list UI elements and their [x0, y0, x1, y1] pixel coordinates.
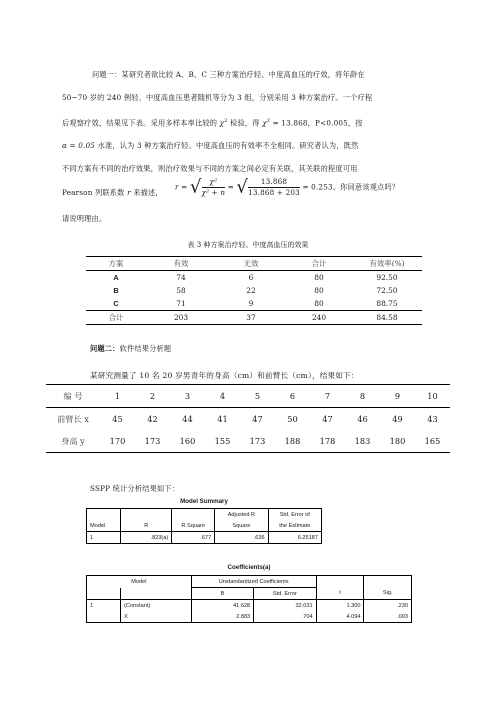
- x-cell: 50: [287, 414, 298, 424]
- fraction-2-num: 13.868: [248, 177, 300, 188]
- ms-h-model: Model: [87, 520, 121, 532]
- q1-line4-text: 水准，认为 3 种方案治疗轻、中度高血压的有效率不全相同。研究者认为，既然: [97, 141, 359, 150]
- fraction-1: [202, 177, 226, 198]
- x-cell: 43: [427, 414, 438, 424]
- ms-model: 1: [87, 532, 121, 544]
- coef-h-model: Model: [87, 576, 192, 588]
- coef-h-t: t: [316, 588, 364, 600]
- coef-b: 41.628: [191, 600, 253, 612]
- q1-line3: [62, 111, 363, 133]
- q1-line3-mid: 检验，得: [230, 118, 260, 128]
- cell: 74: [176, 273, 186, 282]
- coef-row-x: [87, 611, 412, 623]
- table-row: [86, 297, 422, 311]
- id-cell: 3: [184, 391, 191, 401]
- alpha-value: α = 0.05: [62, 141, 96, 150]
- ms-h-se1: Std. Error of: [268, 509, 321, 521]
- formula-r: r =: [175, 182, 188, 192]
- q1-line6-mid: 来描述，: [133, 188, 163, 197]
- q2-heading-rest: 软件结果分析题: [119, 344, 172, 353]
- formula-result: = 0.253: [302, 182, 333, 192]
- table-row-x: [46, 408, 450, 431]
- chi-symbol-2: χ: [262, 118, 267, 128]
- pearson-text: Pearson 列联系数: [62, 188, 125, 197]
- y-cell: 160: [179, 436, 196, 446]
- cell: 92.50: [376, 273, 398, 282]
- chi-symbol: χ: [219, 118, 225, 128]
- formula: [175, 177, 399, 198]
- x-cell: 45: [112, 414, 123, 424]
- cell: 9: [248, 299, 254, 308]
- coef-model: 1: [87, 600, 121, 612]
- cell: 88.75: [376, 299, 398, 308]
- cell: 84.58: [376, 313, 398, 322]
- coef-h-sig: Sig.: [364, 588, 412, 600]
- height-table: [46, 384, 450, 453]
- th-plan: 方案: [108, 259, 124, 268]
- coef-row-constant: [87, 600, 412, 612]
- table-row: [86, 284, 422, 297]
- x-cell: 47: [322, 414, 333, 424]
- cell: 合计: [108, 313, 124, 322]
- coef-header-2: [87, 588, 412, 600]
- fraction-1-den: χ² + n: [201, 188, 226, 197]
- ms-h-r: R: [121, 520, 172, 532]
- formula-eq: =: [227, 182, 234, 192]
- model-summary-title: Model Summary: [180, 498, 228, 505]
- efficacy-table: [86, 256, 422, 325]
- fraction-2: [248, 177, 300, 198]
- row-label-x: [46, 408, 100, 431]
- q1-line6: [62, 186, 163, 200]
- coef-name: X: [121, 611, 192, 623]
- coef-t: 4.094: [316, 611, 364, 623]
- coef-h-unstd: Unstandardized Coefficients: [191, 576, 316, 588]
- coef-header-1: [87, 576, 412, 588]
- x-cell: 41: [217, 414, 228, 424]
- y-cell: 173: [249, 436, 266, 446]
- coef-h-se: Std. Error: [254, 588, 316, 600]
- x-cell: 44: [182, 414, 193, 424]
- coef-se: .704: [254, 611, 316, 623]
- table-row-y: [46, 430, 450, 453]
- y-cell: 183: [354, 436, 371, 446]
- coef-sig: .230: [364, 600, 412, 612]
- fraction-1-num: χ²: [202, 177, 226, 188]
- coef-se: 32.031: [254, 600, 316, 612]
- ms-adj: .636: [215, 532, 268, 544]
- cell: 71: [176, 299, 186, 308]
- coef-h-b: B: [191, 588, 253, 600]
- cell: 240: [311, 313, 327, 322]
- cell: 80: [314, 286, 324, 295]
- id-cell: 4: [219, 391, 226, 401]
- cell: 22: [246, 286, 256, 295]
- cell: 37: [246, 313, 256, 322]
- x-cell: 42: [147, 414, 158, 424]
- q1-line1: 问题一：某研究者欲比较 A、B、C 三种方案治疗轻、中度高血压的疗效，将年龄在: [92, 70, 365, 79]
- y-cell: 170: [109, 436, 126, 446]
- th-total: 合计: [311, 259, 327, 268]
- x-cell: 47: [252, 414, 263, 424]
- table-row: [86, 271, 422, 285]
- ms-header-2: [87, 520, 322, 532]
- id-cell: 9: [394, 391, 401, 401]
- th-ineffective: 无效: [243, 259, 259, 268]
- ms-h-rsq: R Square: [172, 520, 215, 532]
- q1-line6-post: 。你同意该观点吗？: [332, 182, 400, 192]
- cell: B: [113, 286, 119, 295]
- coefficients-title: Coefficients(a): [227, 564, 271, 571]
- x-cell: 49: [392, 414, 403, 424]
- row-label-id: 编 号: [63, 390, 83, 401]
- x-cell: 46: [357, 414, 368, 424]
- id-cell: 1: [114, 391, 121, 401]
- q1-line2: 50~70 岁的 240 例轻、中度高血压患者随机等分为 3 组，分别采用 3 种方案治疗。一个疗程: [62, 93, 373, 102]
- y-cell: 178: [319, 436, 336, 446]
- model-summary-table: [86, 508, 322, 544]
- ms-se: 6.25187: [268, 532, 321, 544]
- ms-h-se2: the Estimate: [268, 520, 321, 532]
- row-label-x-text: 前臂长 x: [57, 413, 89, 424]
- q1-line5: 不同方案有不同的治疗效果，则治疗效果与不同的方案之间必定有关联，其关联的程度可用: [62, 164, 358, 173]
- coef-t: 1.300: [316, 600, 364, 612]
- id-cell: 5: [254, 391, 261, 401]
- q2-intro: 某研究测量了 10 名 20 岁男青年的身高（cm）和前臂长（cm），结果如下：: [90, 371, 359, 380]
- cell: 58: [176, 286, 186, 295]
- y-cell: 180: [389, 436, 406, 446]
- cell: 80: [314, 273, 324, 282]
- sqrt-sign-2: √: [236, 176, 249, 198]
- id-cell: 7: [324, 391, 331, 401]
- th-rate: 有效率(%): [369, 259, 405, 268]
- spss-intro: SSPP 统计分析结果如下：: [90, 484, 180, 493]
- fraction-2-den: 13.868 + 203: [248, 188, 300, 197]
- coefficients-table: [86, 575, 412, 623]
- efficacy-table-header: [86, 257, 422, 271]
- total-row: [86, 311, 422, 325]
- coef-sig: .003: [364, 611, 412, 623]
- r-symbol: r: [127, 188, 131, 197]
- cell: A: [113, 273, 119, 282]
- table-title: 表 3 种方案治疗轻、中度高血压的效果: [187, 241, 309, 249]
- ms-row: [87, 532, 322, 544]
- row-label-y: [46, 430, 100, 453]
- cell: 80: [314, 299, 324, 308]
- ms-rsq: .677: [172, 532, 215, 544]
- y-cell: 165: [424, 436, 441, 446]
- ms-h-adj1: Adjusted R: [215, 509, 268, 521]
- cell: C: [113, 299, 119, 308]
- chi-exp-2: 2: [266, 118, 271, 124]
- ms-header-1: [87, 509, 322, 521]
- y-cell: 155: [214, 436, 231, 446]
- id-cell: 8: [359, 391, 366, 401]
- th-effective: 有效: [173, 259, 189, 268]
- id-cell: 2: [149, 391, 156, 401]
- id-cell: 10: [427, 391, 438, 401]
- cell: 72.50: [376, 286, 398, 295]
- cell: 6: [248, 273, 254, 282]
- y-cell: 188: [284, 436, 301, 446]
- q2-heading-bold: 问题二：: [90, 344, 120, 353]
- id-cell: 6: [289, 391, 296, 401]
- p-value: ，P<0.005，按: [307, 118, 363, 128]
- coef-b: 2.883: [191, 611, 253, 623]
- q1-line7: 请说明理由。: [62, 214, 107, 223]
- coef-name: (Constant): [121, 600, 192, 612]
- q1-line3-text: 后观察疗效，结果见下表。采用多样本率比较的: [62, 118, 218, 128]
- cell: 203: [173, 313, 189, 322]
- chi-exp: 2: [224, 118, 228, 124]
- chi-value: = 13.868: [272, 118, 308, 128]
- ms-r: .823(a): [121, 532, 172, 544]
- table-row-id: [46, 385, 450, 408]
- sqrt-sign-1: √: [189, 176, 202, 198]
- q1-line4: [62, 135, 358, 156]
- q2-heading: [90, 338, 171, 359]
- y-cell: 173: [144, 436, 161, 446]
- row-label-y-text: 身高 y: [61, 435, 85, 446]
- ms-h-adj2: Square: [215, 520, 268, 532]
